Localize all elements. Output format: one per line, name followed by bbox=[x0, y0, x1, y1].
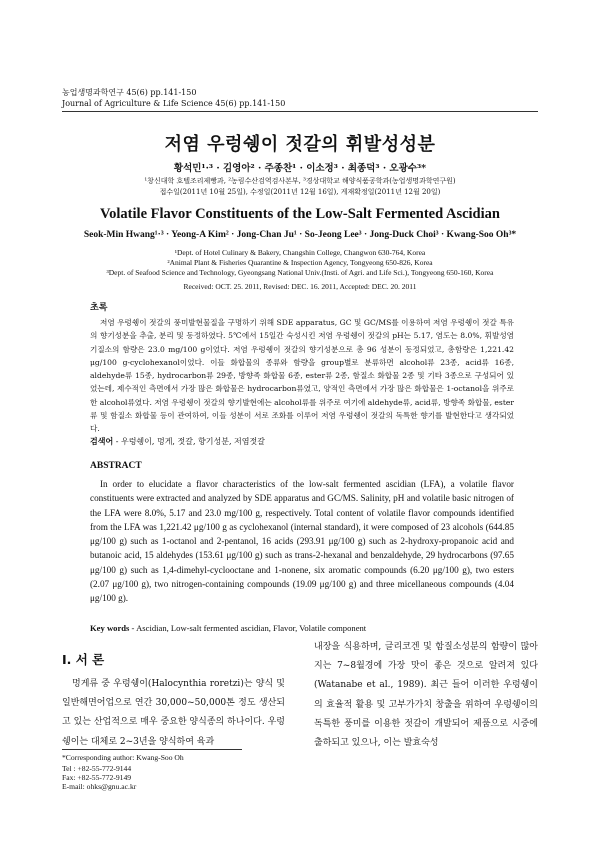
affiliation-en-2: ²Animal Plant & Fisheries Quarantine & Inspection Agency, Tongyeong 650-826, Korea bbox=[167, 258, 433, 267]
keywords-kr bbox=[90, 436, 265, 447]
footnote-email: E-mail: ohks@gnu.ac.kr bbox=[62, 782, 137, 791]
authors-english: Seok-Min Hwang¹·³ · Yeong-A Kim² · Jong-Chan Ju¹ · So-Jeong Lee³ · Jong-Duck Choi³ · Kwang-Soo Oh³* bbox=[83, 230, 517, 240]
intro-heading: Ⅰ. 서 론 bbox=[62, 652, 105, 667]
keywords-en-list: - Ascidian, Low-salt fermented ascidian, Flavor, Volatile component bbox=[129, 623, 367, 633]
footnote-corresponding: *Corresponding author: Kwang-Soo Oh bbox=[62, 753, 184, 762]
intro-left-column: 멍게류 중 우렁쉥이(Halocynthia roretzi)는 양식 및 일반해면어업으로 연간 30,000~50,000톤 정도 생산되고 있는 산업적으로 매우 중요한 양식종의 하나이다. 우렁쉥이는 대체로 2~3년을 양식하여 육과 bbox=[62, 679, 285, 747]
title-english: Volatile Flavor Constituents of the Low-Salt Fermented Ascidian bbox=[100, 206, 500, 222]
abstract-kr-heading: 초록 bbox=[90, 303, 108, 313]
journal-name-kr: 농업생명과학연구 45(6) pp.141-150 bbox=[62, 88, 197, 97]
dates-english: Received: OCT. 25. 2011, Revised: DEC. 16. 2011, Accepted: DEC. 20. 2011 bbox=[183, 282, 417, 291]
affiliations-korean: ¹창신대학 호텔조리제빵과, ²농림수산검역검사본부, ³경상대학교 해양식품공학과(농업생명과학연구원) bbox=[144, 177, 456, 185]
authors-korean: 황석민¹·³ · 김영아² · 주종찬¹ · 이소정³ · 최종덕³ · 오광수³* bbox=[173, 163, 427, 174]
title-korean: 저염 우렁쉥이 젓갈의 휘발성성분 bbox=[164, 134, 436, 155]
header-rule bbox=[62, 111, 538, 112]
abstract-en-heading: ABSTRACT bbox=[90, 461, 142, 471]
abstract-kr-text: 저염 우렁쉥이 젓갈의 풍미발현물질을 구명하기 위해 SDE apparatus, GC 및 GC/MS를 이용하여 저염 우렁쉥이 젓갈 특유의 향기성분을 추출, 분리 및 동정하였다. 5℃에서 15일간 숙성시킨 저염 우렁쉥이 젓갈의 pH는 5.17, 염도는 8.0%, 휘발성염기질소의 함량은 23.0 mg/100 g이었다. 저염 우렁쉥이 젓갈의 향기성분으로 총 96 성분이 동정되었고, 총함량은 1,221.42 μg/100 g-cyclohexanol이었다. 이들 화합물의 종류와 함량을 group별로 분류하면 alcohol류 23종, acid류 16종, aldehyde류 15종, hydrocarbon류 29종, 방향족 화합물 6종, ester류 2종, 함질소 화합물 2종 및 기타 3종으로 구성되어 있었는데, 제수적인 측면에서 가장 많은 화합물은 hydrocarbon류였고, 양적인 측면에서 가장 많은 화합물은 1-octanol을 위주로 한 alcohol류였다. 저염 우렁쉥이 젓갈의 향기발현에는 alcohol류를 위주로 여기에 aldehyde류, acid류, 방향족 화합물, ester류 및 함질소 화합물 등이 관여하여, 이들 성분이 서로 조화를 이루어 저염 우렁쉥이 젓갈의 독특한 향기를 발현한다고 생각되었다. bbox=[90, 318, 514, 434]
intro-right-column: 내장을 식용하며, 글리코겐 및 함질소성분의 함량이 많아지는 7~8월경에 가장 맛이 좋은 것으로 알려져 있다(Watanabe et al., 1989). 최근 들어 이러한 우렁쉥이의 효율적 활용 및 고부가가치 창출을 위하여 우렁쉥이의 독특한 풍미를 이용한 젓갈이 개발되어 제품으로 시중에 출하되고 있으나, 이는 발효숙성 bbox=[314, 642, 538, 749]
dates-korean: 접수일(2011년 10월 25일), 수정일(2011년 12월 16일), 게재확정일(2011년 12월 20일) bbox=[159, 188, 441, 196]
affiliation-en-1: ¹Dept. of Hotel Culinary & Bakery, Changshin College, Changwon 630-764, Korea bbox=[174, 248, 426, 257]
keywords-en bbox=[90, 623, 366, 633]
keywords-kr-label: 검색어 bbox=[90, 436, 114, 446]
abstract-en-text: In order to elucidate a flavor characteristics of the low-salt fermented ascidian (LFA), a volatile flavor constituents were extracted and analyzed by SDE apparatus and GC/MS. Salinity, pH and volatile basic nitrogen of the LFA were 8.0%, 5.17 and 23.0 mg/100 g, respectively. Total content of volatile flavor compounds identified from the LFA was 1,221.42 μg/100 g as cyclohexanol (internal standard), it were composed of 23 alcohols (644.85 μg/100 g) such as 1-octanol and 2-pentanol, 16 acids (293.91 μg/100 g) such as 2-hydroxy-propanoic acid and butanoic acid, 15 aldehydes (153.61 μg/100 g) such as trans-2-hexanal and benzaldehyde, 29 hydrocarbons (97.65 μg/100 g) such as 1,4-dimehyl-cyclooctane and 1-nonene, six aromatic compounds (6.20 μg/100 g), two esters (2.07 μg/100 g), two nitrogen-containing compounds (19.09 μg/100 g) and three micellaneous compounds (4.04 μg/100 g). bbox=[90, 479, 514, 604]
affiliation-en-3: ³Dept. of Seafood Science and Technology, Gyeongsang National Univ.(Insti. of Agri. and Life Sci.), Tongyeong 650-160, Korea bbox=[106, 268, 494, 277]
footnote-tel: Tel : +82-55-772-9144 bbox=[62, 764, 132, 773]
footnote-fax: Fax: +82-55-772-9149 bbox=[62, 773, 132, 782]
footnote-rule bbox=[62, 749, 242, 750]
keywords-kr-list: - 우렁쉥이, 멍게, 젓갈, 향기성분, 저염젓갈 bbox=[113, 437, 265, 446]
journal-name-en: Journal of Agriculture & Life Science 45(6) pp.141-150 bbox=[62, 99, 286, 108]
keywords-en-label: Key words bbox=[90, 623, 130, 633]
